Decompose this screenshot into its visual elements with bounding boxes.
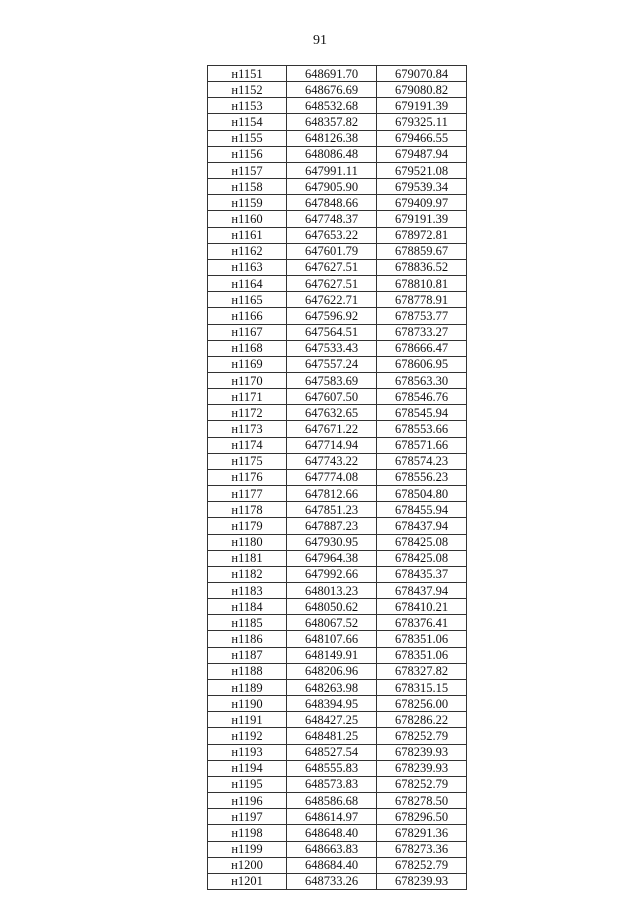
x-coordinate-cell: 648573.83 xyxy=(287,776,377,792)
point-id-cell: н1188 xyxy=(208,663,287,679)
point-id-cell: н1160 xyxy=(208,211,287,227)
page-number: 91 xyxy=(313,33,327,48)
y-coordinate-cell: 678239.93 xyxy=(377,760,467,776)
x-coordinate-cell: 648555.83 xyxy=(287,760,377,776)
y-coordinate-cell: 678753.77 xyxy=(377,308,467,324)
table-row xyxy=(208,389,467,405)
x-coordinate-cell: 648648.40 xyxy=(287,825,377,841)
x-coordinate-cell: 647887.23 xyxy=(287,518,377,534)
x-coordinate-cell: 648586.68 xyxy=(287,793,377,809)
table-row xyxy=(208,647,467,663)
point-id-cell: н1195 xyxy=(208,776,287,792)
point-id-cell: н1193 xyxy=(208,744,287,760)
point-id-cell: н1161 xyxy=(208,227,287,243)
y-coordinate-cell: 678376.41 xyxy=(377,615,467,631)
table-row xyxy=(208,615,467,631)
point-id-cell: н1166 xyxy=(208,308,287,324)
table-row xyxy=(208,469,467,485)
table-row xyxy=(208,825,467,841)
table-row xyxy=(208,243,467,259)
point-id-cell: н1164 xyxy=(208,276,287,292)
x-coordinate-cell: 648149.91 xyxy=(287,647,377,663)
y-coordinate-cell: 678296.50 xyxy=(377,809,467,825)
y-coordinate-cell: 679191.39 xyxy=(377,211,467,227)
table-row xyxy=(208,679,467,695)
x-coordinate-cell: 647964.38 xyxy=(287,550,377,566)
y-coordinate-cell: 678437.94 xyxy=(377,518,467,534)
table-row xyxy=(208,324,467,340)
y-coordinate-cell: 678810.81 xyxy=(377,276,467,292)
y-coordinate-cell: 678252.79 xyxy=(377,728,467,744)
x-coordinate-cell: 647622.71 xyxy=(287,292,377,308)
point-id-cell: н1170 xyxy=(208,372,287,388)
x-coordinate-cell: 647627.51 xyxy=(287,276,377,292)
table-row xyxy=(208,405,467,421)
table-row xyxy=(208,453,467,469)
table-row xyxy=(208,227,467,243)
y-coordinate-cell: 678733.27 xyxy=(377,324,467,340)
y-coordinate-cell: 679191.39 xyxy=(377,98,467,114)
x-coordinate-cell: 648394.95 xyxy=(287,696,377,712)
point-id-cell: н1153 xyxy=(208,98,287,114)
point-id-cell: н1187 xyxy=(208,647,287,663)
point-id-cell: н1181 xyxy=(208,550,287,566)
table-row xyxy=(208,486,467,502)
table-row xyxy=(208,356,467,372)
x-coordinate-cell: 648126.38 xyxy=(287,130,377,146)
point-id-cell: н1165 xyxy=(208,292,287,308)
table-row xyxy=(208,518,467,534)
table-row xyxy=(208,663,467,679)
y-coordinate-cell: 678327.82 xyxy=(377,663,467,679)
x-coordinate-cell: 648013.23 xyxy=(287,583,377,599)
y-coordinate-cell: 678351.06 xyxy=(377,631,467,647)
table-row xyxy=(208,98,467,114)
point-id-cell: н1191 xyxy=(208,712,287,728)
x-coordinate-cell: 647714.94 xyxy=(287,437,377,453)
point-id-cell: н1184 xyxy=(208,599,287,615)
x-coordinate-cell: 648357.82 xyxy=(287,114,377,130)
y-coordinate-cell: 678836.52 xyxy=(377,259,467,275)
x-coordinate-cell: 647632.65 xyxy=(287,405,377,421)
table-row xyxy=(208,259,467,275)
y-coordinate-cell: 678286.22 xyxy=(377,712,467,728)
point-id-cell: н1172 xyxy=(208,405,287,421)
table-row xyxy=(208,760,467,776)
y-coordinate-cell: 678278.50 xyxy=(377,793,467,809)
y-coordinate-cell: 678563.30 xyxy=(377,372,467,388)
x-coordinate-cell: 647601.79 xyxy=(287,243,377,259)
y-coordinate-cell: 679539.34 xyxy=(377,179,467,195)
point-id-cell: н1197 xyxy=(208,809,287,825)
point-id-cell: н1155 xyxy=(208,130,287,146)
table-row xyxy=(208,873,467,889)
point-id-cell: н1156 xyxy=(208,146,287,162)
x-coordinate-cell: 647627.51 xyxy=(287,259,377,275)
table-row xyxy=(208,550,467,566)
table-row xyxy=(208,340,467,356)
point-id-cell: н1201 xyxy=(208,873,287,889)
point-id-cell: н1158 xyxy=(208,179,287,195)
y-coordinate-cell: 679521.08 xyxy=(377,162,467,178)
table-row xyxy=(208,308,467,324)
table-row xyxy=(208,857,467,873)
point-id-cell: н1199 xyxy=(208,841,287,857)
table-row xyxy=(208,82,467,98)
x-coordinate-cell: 648684.40 xyxy=(287,857,377,873)
table-row xyxy=(208,583,467,599)
point-id-cell: н1173 xyxy=(208,421,287,437)
y-coordinate-cell: 678410.21 xyxy=(377,599,467,615)
x-coordinate-cell: 648050.62 xyxy=(287,599,377,615)
point-id-cell: н1168 xyxy=(208,340,287,356)
x-coordinate-cell: 647557.24 xyxy=(287,356,377,372)
table-row xyxy=(208,179,467,195)
y-coordinate-cell: 679487.94 xyxy=(377,146,467,162)
table-row xyxy=(208,809,467,825)
x-coordinate-cell: 648691.70 xyxy=(287,66,377,82)
table-row xyxy=(208,114,467,130)
point-id-cell: н1183 xyxy=(208,583,287,599)
point-id-cell: н1185 xyxy=(208,615,287,631)
point-id-cell: н1159 xyxy=(208,195,287,211)
point-id-cell: н1157 xyxy=(208,162,287,178)
x-coordinate-cell: 647748.37 xyxy=(287,211,377,227)
y-coordinate-cell: 678351.06 xyxy=(377,647,467,663)
y-coordinate-cell: 678571.66 xyxy=(377,437,467,453)
table-row xyxy=(208,372,467,388)
x-coordinate-cell: 648067.52 xyxy=(287,615,377,631)
x-coordinate-cell: 647812.66 xyxy=(287,486,377,502)
y-coordinate-cell: 678574.23 xyxy=(377,453,467,469)
y-coordinate-cell: 678256.00 xyxy=(377,696,467,712)
table-row xyxy=(208,631,467,647)
x-coordinate-cell: 647653.22 xyxy=(287,227,377,243)
y-coordinate-cell: 678553.66 xyxy=(377,421,467,437)
y-coordinate-cell: 678546.76 xyxy=(377,389,467,405)
x-coordinate-cell: 648614.97 xyxy=(287,809,377,825)
point-id-cell: н1192 xyxy=(208,728,287,744)
table-row xyxy=(208,793,467,809)
point-id-cell: н1194 xyxy=(208,760,287,776)
point-id-cell: н1186 xyxy=(208,631,287,647)
x-coordinate-cell: 647564.51 xyxy=(287,324,377,340)
y-coordinate-cell: 678455.94 xyxy=(377,502,467,518)
y-coordinate-cell: 679080.82 xyxy=(377,82,467,98)
point-id-cell: н1178 xyxy=(208,502,287,518)
table-row xyxy=(208,566,467,582)
x-coordinate-cell: 647992.66 xyxy=(287,566,377,582)
y-coordinate-cell: 678437.94 xyxy=(377,583,467,599)
x-coordinate-cell: 647991.11 xyxy=(287,162,377,178)
point-id-cell: н1151 xyxy=(208,66,287,82)
table-row xyxy=(208,696,467,712)
y-coordinate-cell: 679070.84 xyxy=(377,66,467,82)
y-coordinate-cell: 678252.79 xyxy=(377,857,467,873)
coordinates-table xyxy=(207,65,467,890)
x-coordinate-cell: 648206.96 xyxy=(287,663,377,679)
table-row xyxy=(208,599,467,615)
point-id-cell: н1182 xyxy=(208,566,287,582)
y-coordinate-cell: 678556.23 xyxy=(377,469,467,485)
y-coordinate-cell: 678435.37 xyxy=(377,566,467,582)
point-id-cell: н1196 xyxy=(208,793,287,809)
x-coordinate-cell: 648427.25 xyxy=(287,712,377,728)
y-coordinate-cell: 678859.67 xyxy=(377,243,467,259)
x-coordinate-cell: 648676.69 xyxy=(287,82,377,98)
table-row xyxy=(208,162,467,178)
x-coordinate-cell: 648086.48 xyxy=(287,146,377,162)
table-row xyxy=(208,276,467,292)
point-id-cell: н1167 xyxy=(208,324,287,340)
table-row xyxy=(208,744,467,760)
table-row xyxy=(208,712,467,728)
y-coordinate-cell: 678315.15 xyxy=(377,679,467,695)
x-coordinate-cell: 647848.66 xyxy=(287,195,377,211)
y-coordinate-cell: 678252.79 xyxy=(377,776,467,792)
x-coordinate-cell: 648527.54 xyxy=(287,744,377,760)
point-id-cell: н1169 xyxy=(208,356,287,372)
x-coordinate-cell: 648107.66 xyxy=(287,631,377,647)
x-coordinate-cell: 648663.83 xyxy=(287,841,377,857)
x-coordinate-cell: 647607.50 xyxy=(287,389,377,405)
point-id-cell: н1177 xyxy=(208,486,287,502)
x-coordinate-cell: 647930.95 xyxy=(287,534,377,550)
table-row xyxy=(208,211,467,227)
point-id-cell: н1180 xyxy=(208,534,287,550)
point-id-cell: н1162 xyxy=(208,243,287,259)
point-id-cell: н1174 xyxy=(208,437,287,453)
y-coordinate-cell: 678425.08 xyxy=(377,534,467,550)
x-coordinate-cell: 647774.08 xyxy=(287,469,377,485)
y-coordinate-cell: 678239.93 xyxy=(377,744,467,760)
table-row xyxy=(208,437,467,453)
x-coordinate-cell: 648263.98 xyxy=(287,679,377,695)
x-coordinate-cell: 647671.22 xyxy=(287,421,377,437)
point-id-cell: н1198 xyxy=(208,825,287,841)
x-coordinate-cell: 647533.43 xyxy=(287,340,377,356)
point-id-cell: н1171 xyxy=(208,389,287,405)
x-coordinate-cell: 647851.23 xyxy=(287,502,377,518)
x-coordinate-cell: 648481.25 xyxy=(287,728,377,744)
table-row xyxy=(208,292,467,308)
y-coordinate-cell: 678666.47 xyxy=(377,340,467,356)
x-coordinate-cell: 647905.90 xyxy=(287,179,377,195)
point-id-cell: н1163 xyxy=(208,259,287,275)
y-coordinate-cell: 678972.81 xyxy=(377,227,467,243)
table-row xyxy=(208,146,467,162)
y-coordinate-cell: 678425.08 xyxy=(377,550,467,566)
x-coordinate-cell: 648532.68 xyxy=(287,98,377,114)
table-row xyxy=(208,195,467,211)
table-row xyxy=(208,130,467,146)
coordinates-table-body xyxy=(208,66,467,890)
y-coordinate-cell: 678606.95 xyxy=(377,356,467,372)
point-id-cell: н1152 xyxy=(208,82,287,98)
x-coordinate-cell: 648733.26 xyxy=(287,873,377,889)
x-coordinate-cell: 647743.22 xyxy=(287,453,377,469)
point-id-cell: н1190 xyxy=(208,696,287,712)
table-row xyxy=(208,728,467,744)
point-id-cell: н1189 xyxy=(208,679,287,695)
y-coordinate-cell: 678778.91 xyxy=(377,292,467,308)
table-row xyxy=(208,502,467,518)
y-coordinate-cell: 678291.36 xyxy=(377,825,467,841)
point-id-cell: н1175 xyxy=(208,453,287,469)
table-row xyxy=(208,776,467,792)
y-coordinate-cell: 679466.55 xyxy=(377,130,467,146)
table-row xyxy=(208,66,467,82)
y-coordinate-cell: 678273.36 xyxy=(377,841,467,857)
point-id-cell: н1154 xyxy=(208,114,287,130)
y-coordinate-cell: 678504.80 xyxy=(377,486,467,502)
point-id-cell: н1179 xyxy=(208,518,287,534)
table-row xyxy=(208,841,467,857)
x-coordinate-cell: 647596.92 xyxy=(287,308,377,324)
y-coordinate-cell: 679325.11 xyxy=(377,114,467,130)
table-row xyxy=(208,534,467,550)
y-coordinate-cell: 678545.94 xyxy=(377,405,467,421)
y-coordinate-cell: 679409.97 xyxy=(377,195,467,211)
table-row xyxy=(208,421,467,437)
x-coordinate-cell: 647583.69 xyxy=(287,372,377,388)
y-coordinate-cell: 678239.93 xyxy=(377,873,467,889)
point-id-cell: н1176 xyxy=(208,469,287,485)
point-id-cell: н1200 xyxy=(208,857,287,873)
